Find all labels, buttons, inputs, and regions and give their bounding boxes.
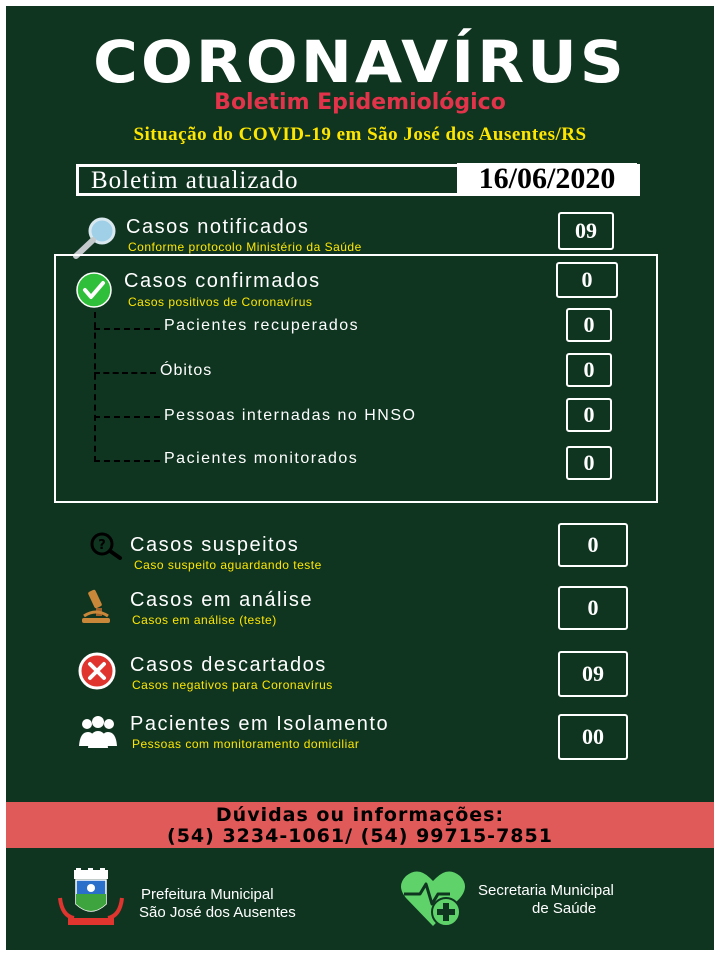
check-circle-icon	[76, 272, 112, 308]
contact-band	[6, 802, 714, 848]
discarded-title: Casos descartados	[130, 654, 327, 676]
x-circle-icon	[78, 652, 116, 690]
secretaria-line1: Secretaria Municipal	[478, 882, 614, 899]
health-heart-icon	[398, 868, 468, 930]
isolation-title: Pacientes em Isolamento	[130, 713, 390, 735]
analysis-title: Casos em análise	[130, 589, 313, 611]
notified-subtitle: Conforme protocolo Ministério da Saúde	[128, 240, 362, 254]
suspects-title: Casos suspeitos	[130, 534, 300, 556]
svg-text:?: ?	[98, 538, 106, 553]
question-magnifier-icon	[80, 532, 124, 560]
tree-branch	[94, 416, 160, 418]
notified-value: 09	[558, 212, 614, 250]
update-box	[76, 164, 640, 196]
bulletin-poster	[6, 6, 714, 950]
update-date: 16/06/2020	[457, 163, 637, 195]
people-icon	[78, 714, 118, 750]
secretaria-line2: de Saúde	[532, 900, 597, 917]
bulletin-subtitle: Boletim Epidemiológico	[214, 90, 506, 115]
deaths-label: Óbitos	[160, 362, 213, 379]
analysis-subtitle: Casos em análise (teste)	[132, 613, 277, 627]
analysis-value: 0	[558, 586, 628, 630]
page-title: CORONAVÍRUS	[93, 28, 627, 96]
tree-connector	[94, 312, 96, 462]
confirmed-title: Casos confirmados	[124, 270, 321, 292]
city-coat-of-arms-icon	[56, 868, 126, 928]
notified-title: Casos notificados	[126, 216, 310, 238]
tree-branch	[94, 328, 160, 330]
hospitalized-value: 0	[566, 398, 612, 432]
prefeitura-line2: São José dos Ausentes	[139, 904, 296, 921]
situation-line: Situação do COVID-19 em São José dos Ausentes/RS	[133, 124, 587, 145]
confirmed-value: 0	[556, 262, 618, 298]
tree-branch	[94, 372, 156, 374]
isolation-value: 00	[558, 714, 628, 760]
tree-branch	[94, 460, 160, 462]
prefeitura-line1: Prefeitura Municipal	[141, 886, 274, 903]
contact-phones: (54) 3234-1061/ (54) 99715-7851	[167, 825, 553, 847]
monitored-value: 0	[566, 446, 612, 480]
suspects-subtitle: Caso suspeito aguardando teste	[134, 558, 322, 572]
hospitalized-label: Pessoas internadas no HNSO	[164, 407, 417, 424]
deaths-value: 0	[566, 353, 612, 387]
discarded-value: 09	[558, 651, 628, 697]
recovered-label: Pacientes recuperados	[164, 317, 360, 334]
recovered-value: 0	[566, 308, 612, 342]
isolation-subtitle: Pessoas com monitoramento domiciliar	[132, 737, 360, 751]
suspects-value: 0	[558, 523, 628, 567]
confirmed-subtitle: Casos positivos de Coronavírus	[128, 295, 313, 309]
monitored-label: Pacientes monitorados	[164, 450, 359, 467]
discarded-subtitle: Casos negativos para Coronavírus	[132, 678, 333, 692]
contact-heading: Dúvidas ou informações:	[215, 804, 505, 826]
update-label: Boletim atualizado	[91, 167, 299, 194]
microscope-icon	[76, 586, 116, 626]
